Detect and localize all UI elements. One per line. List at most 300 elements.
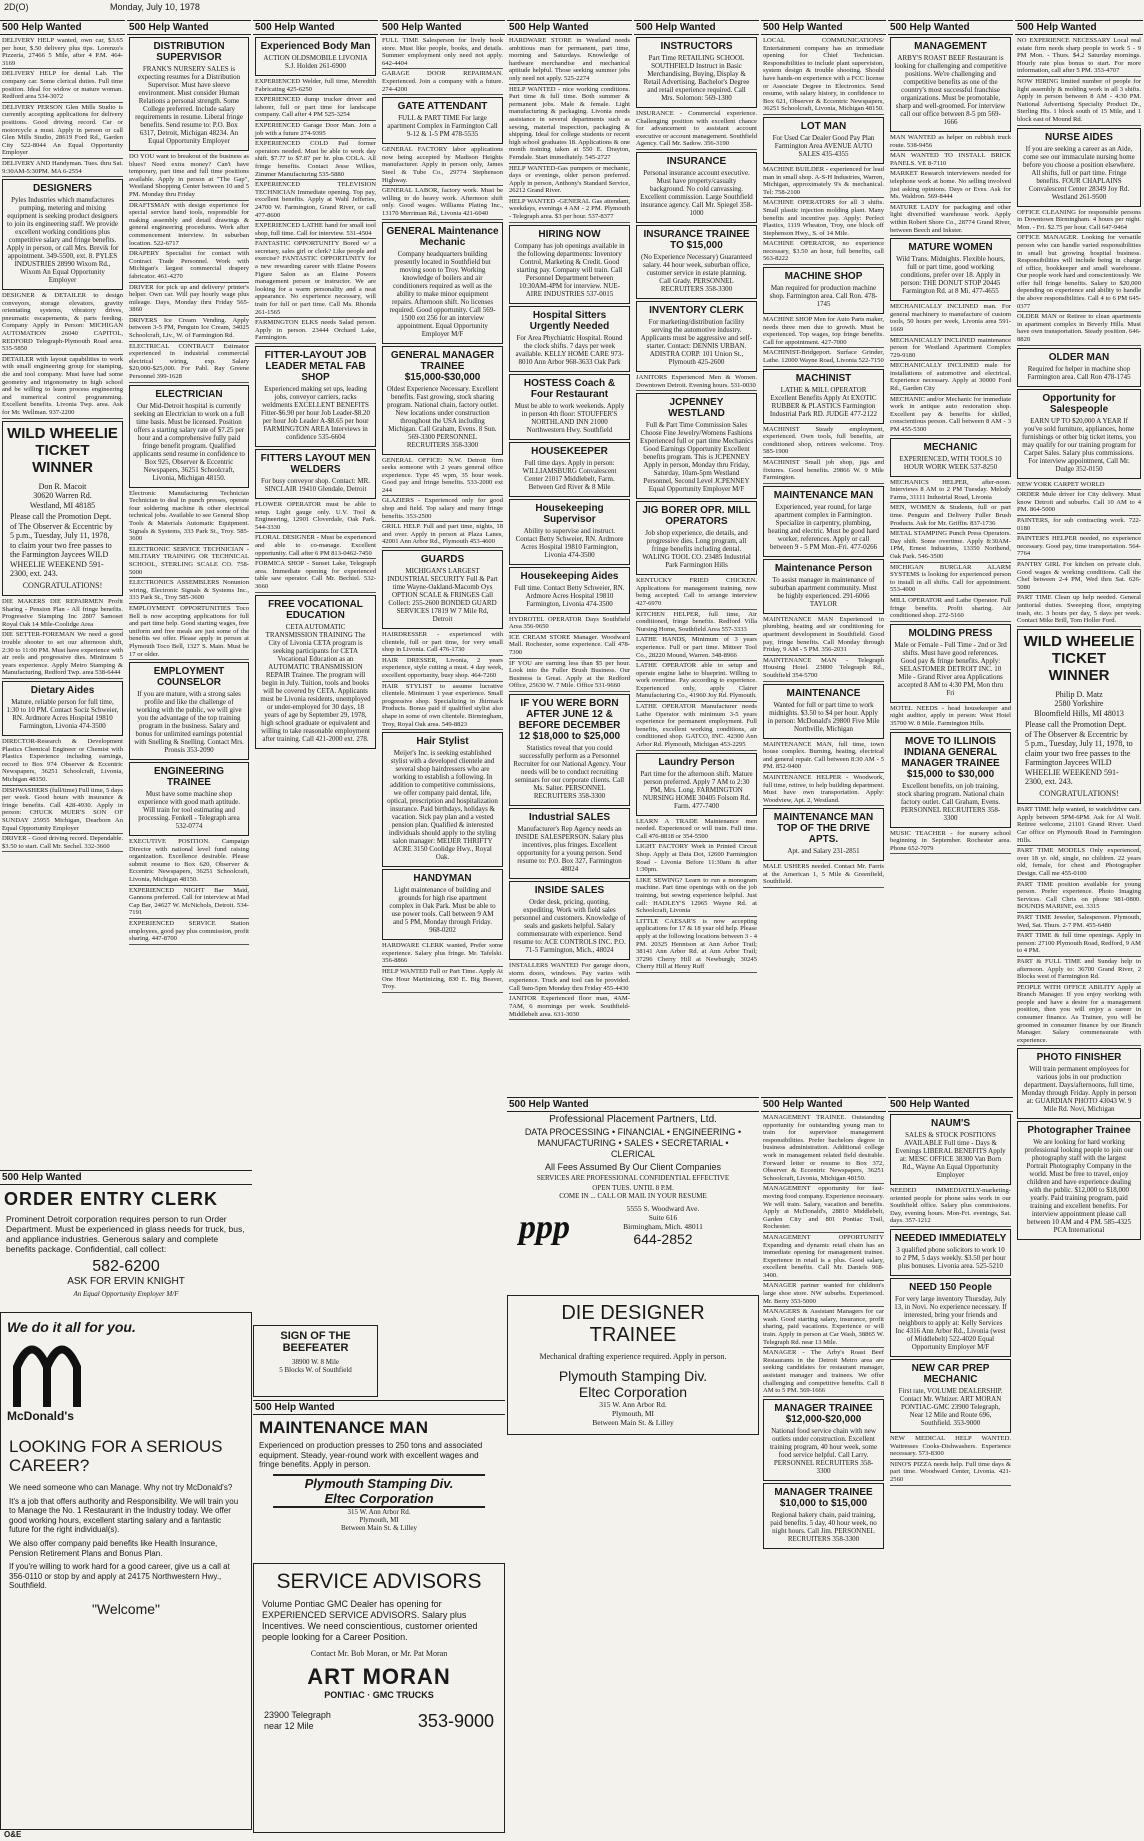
display-ad-needed-immediately <box>890 1229 1011 1276</box>
classified-listing: DRIVERS Ice Cream Vending. Apply between 3-5 PM, Penguin Ice Cream, 34025 Schoolcraft, Liv., W. of Farmington Rd. <box>129 317 249 342</box>
ad-title: Dietary Aides <box>30 685 95 697</box>
classified-listing: EXECUTIVE POSITION. Campaign Director with national level fund raising organization. Excellence desirable. Please submit resume to Box 620, Observer & Eccentric Newspapers, 36251 Schoolcraft, Livonia, Michigan 48150. <box>129 838 249 886</box>
classified-column-4 <box>380 20 505 1340</box>
classified-column-9 <box>1015 20 1143 1840</box>
ad-title: Opportunity for Salespeople <box>1042 392 1116 415</box>
display-ad-molding-press <box>890 624 1011 703</box>
display-ad-manager-trainee-10-000-to-15-000 <box>763 1483 884 1549</box>
display-ad-general-manager-trainee-15-000-30-000 <box>382 346 503 455</box>
ad-body: Company has job openings available in the following departments: Inventory Control, Marketing & Credit. Good starting pay. Company will train. Call Personnel Department between 10:30AM-4PM for interview. NUE-AIRE INDUSTRIES 537-0015 <box>514 241 625 298</box>
display-ad-employment-counselor <box>129 662 249 760</box>
display-ad-hostess-coach-four-restaurant <box>509 374 630 440</box>
classified-listing: DIE SETTER-FOREMAN We need a good trouble shooter to set our afternoon shift, 2:30 to 11:00 PM. Must have experience with air reels and progressive dies. Minimum 5 years experience. Apply Metro Stamping & Manufacturing, Redford Twp. area 538-6444 <box>2 631 123 679</box>
classified-listing: EXPERIENCED NIGHT Bar Maid, Gannons preferred. Call for interview at Mad Cap Bar, 24627 W. McNichols, Detroit. 534-7191 <box>129 887 249 919</box>
display-ad-jig-borer-opr-mill-operators <box>636 501 757 575</box>
classified-listing: MUSIC TEACHER - for nursery school beginning in September. Rochester area. Phone 652-7079 <box>890 830 1011 855</box>
section-header: 500 Help Wanted <box>507 1097 759 1112</box>
ad-body: Please call the Promotion Dept. of The Observer & Eccentric by 5 p.m., Tuesday, July 11, 1978, to claim your two free passes to the Farmington Jaycees WILD WHEELIE WEEKEND 591-2300, ext. 243. <box>1025 720 1133 787</box>
classified-listing: MANAGERS & Assistant Managers for car wash. Good starting salary, insurance, profit sharing, paid vacations. Experience or will train. Apply in person at Car Wash, 38865 W. Telegraph Rd. near 13 Mile. <box>763 1308 884 1348</box>
display-ad-machinist <box>763 369 884 424</box>
ad-body: Male or Female - Full Time - 2nd or 3rd shifts. Must have good references. Good pay & fringe benefits. Apply: SELASTOMER DETROIT INC. 10 Mile - Grand River area Applications accepted 8 AM to 4:30 PM, Mon thru Fri <box>894 640 1007 697</box>
classified-listing: MANAGEMENT OPPORTUNITY Expanding and dynamic retail chain has an immediate opening for management trainee. Experience in retail is a plus. Good salary, excellent benefits. Call Mr. Daniels 968-3400. <box>763 1234 884 1282</box>
classified-listing: EMPLOYMENT OPPORTUNITIES Toco Bell is now accepting applications for full and part time help. Good starting wages, free uniform and free meals are just some of the benefits we offer. Please apply in person at Plymouth Toco Bell, 1327 S. Main. Must be 17 or older. <box>129 605 249 660</box>
ad-paragraph-3: We also offer company paid benefits like Health Insurance, Pension Retirement Plans and Bonus Plan. <box>9 1538 218 1558</box>
classified-listing: MECHANICALLY INCLINED man. For general machinery to manufacture of custom tools, 50 hours per week, Livonia area 591-1669 <box>890 303 1011 335</box>
classified-listing: MALE USHERS needed. Contact Mr. Farris at the American 1, 5 Mile & Greenfield, Southfield. <box>763 863 884 888</box>
agency-address: 5555 S. Woodward Ave. Suite 616 Birmingham, Mich. 48011 <box>623 1204 703 1231</box>
footer-mark: O&E <box>4 1830 22 1839</box>
ad-paragraph-2: It's a job that offers authority and Responsibility. We will train you to Manage the No. 1 Restaurant in the Industry today. We offer good working hours, excellent starting salary and a fantastic future for the right individual(s). <box>9 1496 239 1535</box>
display-ad-mature-women <box>890 238 1011 301</box>
classified-listing: LIKE SEWING? Learn to run a monogram machine. Part time openings with on the job training, but sewing experience helpful. Just call: HADLEY'S 12965 Wayne Rd. at Schoolcraft, Livonia <box>636 877 757 917</box>
agency-name: Professional Placement Partners, Ltd. <box>549 1114 717 1125</box>
ad-title: NEEDED IMMEDIATELY <box>894 1232 1007 1244</box>
classified-listing: DRAFTSMAN with design experience for special service hand tools, responsible for making assembly and detail drawings & general engineering procedures. Work after commencement interview. In suburban location. 522-6717 <box>129 202 249 250</box>
display-ad-maintenance-man-top-of-the-drive-apts <box>763 808 884 861</box>
ad-title: Industrial SALES <box>528 812 611 823</box>
ad-title: INVENTORY CLERK <box>649 304 744 316</box>
ad-title: GENERAL MANAGER TRAINEE $15,000-$30,000 <box>390 349 495 383</box>
ad-title: GENERAL Maintenance Mechanic <box>386 225 499 248</box>
section-header: 500 Help Wanted <box>507 20 632 35</box>
classified-column-8 <box>888 20 1013 1115</box>
display-ad-engineering-trainee <box>129 762 249 836</box>
ad-title: INSIDE SALES <box>534 885 605 896</box>
display-ad-housekeeping-aides <box>509 567 630 614</box>
ad-body: Mature, reliable person for full time, 1:30 to 10 PM. Contact Sociz Schweier, RN. Ardmore Acres Hospital 19810 Farmington, Livonia 474-3500 <box>6 698 119 731</box>
ad-title: MATURE WOMEN <box>908 242 993 254</box>
ad-title: Photographer Trainee <box>1027 1125 1131 1137</box>
classified-listing: DISHWASHERS (full/time) Full time, 5 days per week. Good hours with insurance & fringe benefits. Call 428-4930. Apply in person: CHUCK MUER'S SON OF SUNDAY 25955 Michigan, Dearborn An Equal Opportunity Employer <box>2 787 123 835</box>
ad-title: ENGINEERING TRAINEE <box>153 766 224 789</box>
ad-title: GUARDS <box>420 554 465 566</box>
classified-listing: MACHINIST-Bridgeport. Surface Grinder, Lathe. 12000 Wayne Road, Livonia 522-7150 <box>763 349 884 366</box>
ad-title: ELECTRICIAN <box>155 388 223 400</box>
ad-body: MICHIGAN'S LARGEST INDUSTRIAL SECURITY Full & Part time Wayne-Oakland-Macomb Oys OPTION SCALE & FRINGES Call Collect: 255-2600 BONDED GUARD SERVICES 17819 W 7 Mile Rd, Detroit <box>387 567 498 624</box>
classified-listing: DESIGNER & DETAILER to design conveyors, storage elevators, gravity orientating systems, vibratory drives, pneumatic escapements, & parts feeding. Company Apply in Person: MICHIGAN AUTOMATION 26040 CAPITOL, REDFORD Telegraph-Plymouth Road area. 535-5850 <box>2 292 123 355</box>
ad-contact: Contact Mr. Bob Moran, or Mr. Pat Moran <box>310 1649 448 1658</box>
section-number: 2D(O) <box>4 2 29 12</box>
classified-listing: FULL TIME Salesperson for lively book store. Must like people, books, and details. Summer employment only need not apply. 642-4404 <box>382 37 503 69</box>
display-ad-distribution-supervisor <box>129 37 249 151</box>
ad-body: FULL & PART TIME For large apartment Complex in Farmington Call 9-12 & 1-5 PM 478-5535 <box>387 114 498 139</box>
ad-body: EARN UP TO $20,000 A YEAR If you've sold furniture, appliances, home furnishings or other big ticket items, you may qualify for our training program for Carpet Sales. Salary plus commissions. For interview appointment, Call Mr. Dudge 352-0150 <box>1021 416 1137 473</box>
ad-body: If you are mature, with a strong sales profile and like the challenge of working with the public, we will give you the advantage of the top training program in the business. Salary and bonus for unlimited earnings potential with Snelling & Snelling. Contact Mrs. Pronsis 353-2090 <box>134 690 244 755</box>
ad-body: Statistics reveal that you could successfully perform as a Personnel Recruiter for our National Agency. Your needs will be to conduct recruiting seminars for our corporate clients. Call Ms. Salter. PERSONNEL RECRUITERS 358-3300 <box>513 744 626 800</box>
ad-title: LOT MAN <box>800 120 847 132</box>
section-header: 500 Help Wanted <box>761 1097 886 1112</box>
classified-listing: EXPERIENCED Welder, full time, Meredith Fabricating 425-6250 <box>255 78 376 95</box>
ad-paragraph-1: We need someone who can Manage. Why not try McDonald's? <box>9 1483 233 1492</box>
classified-listing: ORDER Mule driver for City delivery. Must know Detroit and suburbs. Call 10 AM to 4 PM. 864-5000 <box>1017 491 1141 516</box>
ad-body: Wanted for full or part time to work midnights. $3.50 to $4 per hour. Apply in person: McDonald's 29800 Five Mile Northville, Michigan <box>767 700 880 733</box>
ad-body: Ability to supervise and instruct. Contact Betty Schweier, RN. Ardmore Acres Hospital 19810 Farmington, Livonia 474-3500 <box>515 526 624 559</box>
ad-body: Volume Pontiac GMC Dealer has opening for EXPERIENCED SERVICE ADVISORS. Salary plus Incentives. We need conscientious, customer oriented people looking for a Career Position. <box>262 1599 478 1642</box>
ad-body: Regional bakery chain, paid training, paid benefits. 5 day, 40 hour week, no night hours. Call Jim. PERSONNEL RECRUITERS 358-3300 <box>770 1510 877 1543</box>
classified-listing: MAN WANTED as helper on rubbish truck route. 538-9456 <box>890 134 1011 151</box>
congratulations: CONGRATULATIONS! <box>22 580 103 590</box>
ad-title: PHOTO FINISHER <box>1036 1052 1122 1064</box>
classified-listing: PART TIME help wanted, to watch/drive cars. Apply between 5PM-6PM. Ask for Al Wolf. Retiree welcome, 21101 Grand River. Used Car office on Plymouth Road in Farmington Hills. <box>1017 806 1141 846</box>
company-address: 315 W. Ann Arbor Rd. Plymouth, MI Between Main St. & Lilley <box>340 1507 417 1532</box>
classified-listing: HAIR STYLIST to assume lucrative clientele. Minimum 1 year experience. Small progressive shop. Specializing in Jhirmack Products. Bonus paid if qualified stylist also shape in some of own clientele. Birmingham, Troy, Royal Oak area. 549-8823 <box>382 683 503 731</box>
classified-listing: PEOPLE WITH OFFICE ABILITY Apply at Branch Manager. If you enjoy working with people and have a desire for a management position, then you will enjoy a career in consumer finance. As Trainee, you will be groomed in consumer finance by our Branch Manager. Salary commensurate with experience. <box>1017 984 1141 1047</box>
classified-listing: MECHANICS HELPER, after-noon. Interviews 8 AM to 2 PM Tuesday. Melody Farms, 31111 Industrial Road, Livonia <box>890 479 1011 504</box>
section-header: 500 Help Wanted <box>253 1400 505 1415</box>
classified-listing: INSURANCE - Commercial experience. Challenging position with excellent chance for advancement to assistant account executive or account management. Southfield Agency. Call Mr. Sadow. 356-3190 <box>636 110 757 150</box>
classified-listing: MACHINE SHOP Men for Auto Parts maker, needs three men due to growth. Must be experienced. Top wages, top fringe benefits. Call for appointment. 427-7000 <box>763 316 884 348</box>
classified-listing: MACHINE BUILDER - experienced for lead man in small shop. A-S-H Industries, Warren, Michigan, approximately 9's & mechanical. Tel: 758-2100 <box>763 166 884 198</box>
ad-body: If you are seeking a career as an Aide, come see our immaculate nursing home before you choose a position elsewhere. All shifts, full or part time. Fringe benefits. FOUR CHAPLAINS Convalescent Center 28349 Joy Rd. Westland 261-9500 <box>1023 144 1135 201</box>
service-item: MANUFACTURING <box>537 1138 616 1148</box>
display-ad-hair-stylist <box>382 732 503 867</box>
ad-body: Our Mid-Detroit hospital is currently seeking an Electrician to work on a full time basis. Must be licensed. Position offers a starting salary rate of $7.25 per hour and a comprehensive fully paid fringe benefit program. Qualified applicants send resume in confidence to Box 925, Observer & Eccentric Newspapers, 36251 Schoolcraft, Livonia, Michigan 48150. <box>133 401 245 482</box>
classified-listing: FLOWER OPERATOR must be able to setup. Light gauge only. U.V. Tool & Engineering, 12901 Cloverdale, Oak Park. 544-3330 <box>255 501 376 533</box>
order-entry-clerk-ad <box>0 1170 252 1310</box>
company-address: 315 W. Ann Arbor Rd. Plymouth, MI Between Main St. & Lilley <box>592 1399 674 1427</box>
ad-body: LATHE & MILL OPERATOR Excellent Benefits Apply At EXOTIC RUBBER & PLASTICS Farmington Industrial Park RD. JUDGE 477-2122 <box>769 385 878 418</box>
wild-wheelie-ticket-winner-ad <box>2 421 123 597</box>
company-division: Plymouth Stamping Div. <box>558 1367 708 1384</box>
classified-listing: DELIVERY HELP for dental Lab. The company car. Some clerical duties. Full time position. Ideal for widow or mature woman. Redford area 534-3072 <box>2 70 123 102</box>
brand-name: ART MORAN <box>307 1664 451 1689</box>
ad-body: For busy conveyor shop. Contact: MR. SINCLAIR 19410 Glendale, Detroit <box>260 477 371 493</box>
ad-title: FREE VOCATIONAL EDUCATION <box>268 598 363 621</box>
section-header: 500 Help Wanted <box>253 20 378 35</box>
classified-listing: NO EXPERIENCE NECESSARY Local real estate firm needs sharp people to work 5 - 9 PM Mon. - Thurs. $4.2 Saturday mornings. Hourly rate plus bonus to start. For more information, call after 5 PM. 353-4707 <box>1017 37 1141 77</box>
ad-title: MECHANIC <box>923 441 978 453</box>
ad-title: OLDER MAN <box>1048 351 1110 363</box>
display-ad-hiring-now <box>509 225 630 304</box>
section-header: 500 Help Wanted <box>761 20 886 35</box>
service-item: DATA PROCESSING <box>524 1127 610 1137</box>
ad-title: NEW CAR PREP MECHANIC <box>911 1362 990 1385</box>
ad-body: ARBY'S ROAST BEEF Restaurant is looking for challenging and competitive positions. We're challenging and competitive benefits as one of the country's most successful franchise organizations. Must be promotable, sharp and well-groomed. For interview call our office between 8-5 pm 569-1666 <box>894 54 1007 126</box>
ad-body: Order desk, pricing, quoting, expediting. Work with field sales personnel and customers. Knowledge of seals and gaskets helpful. Salary commensurate with experience. Send resume to: ACE CONTROLS INC. P.O. 71-5 Farmington, Mich., 48024 <box>513 898 626 954</box>
ad-title: SERVICE ADVISORS <box>276 1570 482 1593</box>
display-ad-laundry-person <box>636 753 757 816</box>
ad-title: MOVE TO ILLINOIS INDIANA GENERAL MANAGER TRAINEE $15,000 to $30,000 <box>901 735 1000 780</box>
classified-listing: LITTLE CAESAR'S is now accepting applications for 17 & 18 year old help. Please apply at the following locations between 3 - 4 PM. 20325 Hennison at Ann Arbor Trail; 38141 Ann Arbor Rd. at Ann Arbor Trail; 37296 Cherry Hill at Newburgh; 30245 Cherry Hill at Henry Ruff <box>636 918 757 973</box>
service-item: SALES <box>624 1138 654 1148</box>
display-ad-inventory-clerk <box>636 301 757 372</box>
display-ad-nurse-aides <box>1017 128 1141 207</box>
professional-placement-ad <box>507 1097 759 1292</box>
ad-body: Man required for production machine shop. Farmington area. Call Ron. 478-1745 <box>769 284 878 309</box>
ad-title: WILD WHEELIE TICKET WINNER <box>1023 632 1135 684</box>
bullet-icon: • <box>722 1138 729 1148</box>
classified-listing: IF YOU are earning less than $5 per hour. Look into the Fuller Brush Business. Our Business is Great. Apply at the Redford Office, 25630 W. 7 Mile. Office 531-9660 <box>509 660 630 692</box>
classified-listing: HELP WANTED Full or Part Time. Apply At One Hour Martinizing, 830 E. Big Beaver, Troy. <box>382 968 503 993</box>
fees-note: All Fees Assumed By Our Client Companies <box>544 1162 722 1172</box>
ad-body: We are looking for hard working professional looking people to join our photography staff with the largest Portrait Photography Company in the world. Must be free to travel, enjoy children and have experience dealing with the public. $12,000 to $18,000 yearly. Paid training program, paid training and excellent benefits. For interview appointment please call between 10 AM and 4 PM. 585-4325 PCA International <box>1024 1138 1134 1235</box>
display-ad-machine-shop <box>763 267 884 314</box>
ad-body: Mechanical drafting experience required. Apply in person. <box>539 1352 727 1361</box>
classified-listing: GENERAL OFFICE: N.W. Detroit firm seeks someone with 2 years general office experience. Type 45 wpm, 35 hour week. Good pay and fringe benefits. 533-2000 ext 244 <box>382 457 503 497</box>
classified-listing: HYDROTEL OPERATOR Days Southfield Area 356-9650 <box>509 616 630 633</box>
display-ad-housekeeper <box>509 442 630 497</box>
ad-body: First rate, VOLUME DEALERSHIP. Contact Mr. Whtizer. ART MORAN PONTIAC-GMC 23900 Telegraph, Near 12 Mile and Route 696, Southfield. 353-9000 <box>898 1386 1003 1427</box>
section-header: 500 Help Wanted <box>127 20 251 35</box>
classified-listing: OFFICE MANAGER. Looking for versatile person who can handle varied responsibilities in small but growing hospital business. Responsibilities will include being in charge of office, bookkeeper and small warehouse. Our people work hard and conscientiously. We offer full fringe benefits. Salary to $20,000 depending on experience and ability to handle the above responsibilities. Call 4 to 6 PM 645-0377 <box>1017 234 1141 312</box>
ad-title: Housekeeping Aides <box>520 570 619 582</box>
classified-listing: MECHANIC and/or Mechanic for immediate work in antique auto restoration shop. Excellent pay & benefits for skilled, conscientious person. Call between 8 AM - 3 PM 455-5300 <box>890 396 1011 436</box>
service-item: FINANCIAL <box>617 1127 665 1137</box>
ad-title: FITTER-LAYOUT JOB LEADER METAL FAB SHOP <box>264 350 367 383</box>
golden-arches-logo <box>7 1337 127 1407</box>
section-header: 500 Help Wanted <box>888 20 1013 35</box>
classified-listing: EXPERIENCED TELEVISION TECHNICIAN Immediate opening. Top pay, excellent benefits. Apply at Wahl Jefferies, 24700 W. Farmington, Grand River, or call 477-8600 <box>255 181 376 221</box>
hours-note: OPEN TUES. UNTIL 8 P.M. <box>592 1184 674 1192</box>
ad-title: DESIGNERS <box>33 183 92 195</box>
classified-listing: MARKET Research interviewers needed for telephone work at home. No selling involved just asking opinions. Days or Eves. Ask for Ms. Waldron. 569-8444 <box>890 170 1011 202</box>
classified-listing: PART TIME position available for young person. Prefer experience. Photo Imaging Services. Call Chris on phone 981-0800. BOUNDS MARINE, ext. 3315 <box>1017 881 1141 913</box>
ad-title: HOUSEKEEPER <box>531 445 608 457</box>
ad-body: Full time days. Apply in person: WILLIAMSBURG Convalescent Center 21017 Middlebelt, Farm. Between Grd River & 8 Mile <box>522 458 617 491</box>
classified-listing: Electronic Manufacturing Technician Technician to deal in punch presses, operate four soldering machine & other electrical technical jobs. Available to see General Shop Tools & Materials Automatic Equipment. Signals & Systems, 333 Park St., Troy. 585-3600 <box>129 490 249 545</box>
ad-body: Will train permanent employees for various jobs in our production department. Days/afternoons, full time, Monday through Friday. Apply in person at: GUARDIAN PHOTO 43043 W. 9 Mile Rd. Novi, Michigan <box>1021 1065 1137 1114</box>
classified-listing: LATHE OPERATOR able to setup and operate engine lathe to blueprint. Willing to work overtime. Pay according to experience. Experienced only, apply Clairer Manufacturing Co., 41960 Joy Rd. Plymouth. <box>636 662 757 702</box>
bullet-icon: • <box>735 1127 742 1137</box>
classified-listing: GENERAL LABOR, factory work. Must be willing to do heavy work. Afternoon shift only. Good wages. Williams Plating Inc., 13170 Merriman Rd., Livonia 421-6040 <box>382 187 503 219</box>
display-ad-fitter-layout-job-leader-metal-fab-shop <box>255 346 376 447</box>
display-ad-management <box>890 37 1011 132</box>
classified-listing: EXPERIENCED LATHE hand for small tool shop, full time. Call for interview. 531-4504 <box>255 222 376 239</box>
display-ad-free-vocational-education <box>255 595 376 749</box>
classified-listing: GENERAL FACTORY labor applications now being accepted by Madison Heights manufacturer. Apply in person only, James Steel & Tube Co., 29774 Stephenson Highway. <box>382 146 503 186</box>
classified-listing: MOTEL NEEDS - head housekeeper and night auditor, apply in person: West Hotel 35700 W. 8 Mile. Farmington Hills. <box>890 705 1011 730</box>
ad-body: Manufacturer's Rep Agency needs an INSIDE SALESPERSON. Salary plus incentives, plus fringes. Excellent opportunity for a young person. Send resume to: P.O. Box 327, Farmington 48024 <box>515 825 624 873</box>
confidential-note: SERVICES ARE PROFESSIONAL CONFIDENTIAL EFFECTIVE <box>536 1174 730 1182</box>
company-name: Eltec Corporation <box>578 1383 688 1400</box>
classified-listing: MACHINE OPERATOR, no experience necessary, $3.50 an hour, full benefits, call 563-8222 <box>763 240 884 265</box>
section-header: 500 Help Wanted <box>1015 20 1143 35</box>
bullet-icon: • <box>664 1127 673 1137</box>
ad-body: Personal insurance account executive. Must have property/casualty background. No cold canvassing. Excellent commission. Large Southfield insurance agency. Call Mr. Spiegel 358-1000 <box>640 168 753 217</box>
classified-listing: FARMINGTON ELKS needs Salad person. Apply in person. 23444 Orchard Lake, Farmington. <box>255 319 376 344</box>
company-logo <box>273 1474 485 1508</box>
classified-listing: NEW MEDICAL HELP WANTED. Waitresses Cooks-Dishwashers. Experience necessary. 573-8300 <box>890 1435 1011 1460</box>
congratulations: CONGRATULATIONS! <box>1039 788 1119 798</box>
ad-body: Meijer's Inc. is seeking established stylist with a developed clientele and several shop hairdressers who are working to establish a following. In addition to competitive commissions, we offer company paid dental, life, optical, prescription and hospitalization insurance. Paid birthdays, holidays & vacation. Sick pay plan and a vested pension plan. Qualified & interested individuals should apply to the styling salon manager: MEIJER THRIFTY ACRE 3150 Coolidge Hwy., Royal Oak. <box>387 749 498 862</box>
ad-title: GATE ATTENDANT <box>397 101 488 113</box>
ad-title: MANAGER TRAINEE $12,000-$20,000 <box>774 1402 873 1425</box>
display-ad-insurance-trainee-to-15-000 <box>636 225 757 299</box>
ad-body: Full time. Contact Betty Schweier, RN. Ardmore Acres Hospital 19810 Farmington, Livonia 474-3500 <box>514 583 625 608</box>
classified-listing: DELIVERY PERSON Glen Mills Studio is currently accepting applications for delivery positions. Good driving record. Car or motorcycle a must. Apply in person or call Glen Mills Studio, 28619 Ford Rd., Garden City 522-8044 An Equal Opportunity Employer <box>2 104 123 159</box>
display-ad-instructors <box>636 37 757 108</box>
classified-listing: DRIVER - Good driving record. Dependable. $3.50 to start. Call Mr. Sechel. 332-3660 <box>2 835 123 852</box>
service-advisors-ad <box>253 1563 505 1833</box>
ad-body: For very large inventory Thursday, July 13, in Novi. No experience necessary. If interested, bring your friends and neighbors to apply at: Kelly Services Inc 4316 Ann Arbor Rd., Livonia (west of Middlebelt) 522-4020 Equal Opportunity Employer M/F <box>894 1294 1007 1351</box>
ad-body: Please call the Promotion Dept. of The Observer & Eccentric by 5 p.m., Tuesday, July 11, 1978, to claim your two free passes to the Farmington Jaycees WILD WHEELIE WEEKEND 591-2300, ext. 243. <box>10 512 113 579</box>
display-ad-handyman <box>382 869 503 940</box>
ad-title: MANAGER TRAINEE $10,000 to $15,000 <box>774 1486 873 1509</box>
classified-listing: HELP WANTED -GENERAL Gas attendant, weekdays, evenings 4 AM - 2 PM. Plymouth - Telegraph area. $3 per hour. 537-8377 <box>509 198 630 223</box>
classified-listing: NEW YORK CARPET WORLD <box>1017 481 1141 491</box>
ad-body: (No Experience Necessary) Guaranteed salary. 44 hour week, suburban office, customer service in estate planning. Call Grady. PERSONNEL RECRUITERS 358-3300 <box>641 252 752 293</box>
bullet-icon: • <box>615 1138 625 1148</box>
ad-title: MAINTENANCE MAN TOP OF THE DRIVE APTS. <box>773 812 874 846</box>
classified-column-3 <box>253 20 378 1340</box>
display-ad-inside-sales <box>509 881 630 960</box>
ad-body: Experienced on production presses to 250 tons and associated equipment. Steady, year-round work with excellent wages and fringe benefits. Apply in person. <box>259 1441 483 1469</box>
classified-listing: HAIR DRESSER, Livonia, 2 years experience, style cutting a must. 4 day week, excellent opportunity, busy shop. 464-7260 <box>382 657 503 682</box>
display-ad-insurance <box>636 152 757 223</box>
ad-body: Part time for the afternoon shift. Mature person preferred. Apply 7 AM to 2:30 PM, Mrs. Long. FARMINGTON NURSING HOME 30405 Folsom Rd. Farm. 477-7400 <box>640 769 753 810</box>
ad-title: Housekeeping Supervisor <box>535 502 604 525</box>
wild-wheelie-ticket-winner-ad <box>1017 629 1141 805</box>
classified-listing: NOW HIRING limited number of people for light assembly & molding work in all 3 shifts. Apply in person between 8 AM - 4:30 PM. National Advertising Specialty Product Dr., Sterling Hts. 1 block south of 15 Mile, and 1 block east of Mound Rd. <box>1017 78 1141 126</box>
classified-listing: LATHE OPERATOR Manufacturer needs Lathe Operator with minimum 3-5 years experience for permanent employment. Full benefits, excellent working conditions, air conditioned shop. GATCO, INC. 42300 Ann Arbor Rd. Plymouth, Michigan 453-2295 <box>636 703 757 751</box>
classified-listing: MANAGER partner wanted for children's large shoe store. NW suburbs. Experienced. Mr. Berry 353-5000 <box>763 1282 884 1307</box>
bullet-icon: • <box>609 1127 618 1137</box>
ad-body: Oldest Experience Necessary. Excellent benefits. Fast growing, stock sharing program. National chain, factory outlet. New locations under construction throughout the USA including Michigan. Call Graham, Evens. 8 Sun. 569-3300 PERSONNEL RECRUITERS 358-3300 <box>386 384 499 449</box>
come-in-note: COME IN ... CALL OR MAIL IN YOUR RESUME <box>559 1192 707 1200</box>
display-ad-naum-s <box>890 1114 1011 1185</box>
classified-listing: FANTASTIC OPPORTUNITY Bored w/ a secretary, sales girl or clerk? Like people and exercise? FANTASTIC OPPORTUNITY for a new rewarding career with Elaine Powers Figure Salon as an Elaine Powers management person or instructor. We are looking for a warm personality and a neat appearance. No experience necessary, will train for full or part time. Call Ms. Rhonda 261-1565 <box>255 240 376 318</box>
classified-listing: MILL OPERATOR and Lathe Operator. Full fringe benefits. Profit sharing. Air conditioned shop. 272-5160 <box>890 597 1011 622</box>
classified-listing: JANITORS Experienced Men & Women. Downtown Detroit. Evening hours. 531-0030 <box>636 374 757 391</box>
masthead <box>0 0 1144 14</box>
ad-title: WILD WHEELIE TICKET WINNER <box>7 424 118 476</box>
ad-address: 38900 W. 8 Mile 5 Blocks W. of Southfield <box>279 1358 352 1374</box>
display-ad-lot-man <box>763 117 884 164</box>
service-list <box>517 1127 749 1160</box>
display-ad-if-you-were-born-after-june-12-before-de <box>509 694 630 806</box>
ad-title: Hospital Sitters Urgently Needed <box>529 309 610 332</box>
classified-listing: PART TIME Jeweler, Salesperson. Plymouth, Wed, Sat. Thurs. 2-7 PM. 455-6480 <box>1017 914 1141 931</box>
ad-body: Wild Trans. Midnights. Flexible hours, full or part time, good working conditions, prefer over 18. Apply in person: THE DONUT STOP 20445 Farmington Rd. at 8 Mi. 477-4655 <box>896 255 1005 296</box>
classified-listing: ICE CREAM STORE Manager. Woodward Mall. Rochester, some experience. Call 478-7390 <box>509 634 630 659</box>
display-ad-designers <box>2 179 123 290</box>
classified-column-8-lower <box>888 1097 1013 1832</box>
classified-listing: LIGHT FACTORY Work in Printed Circuit Shop. Apply at Data Dot, 12600 Farmington Road - Livonia Before 11:30am & after 1:30pm. <box>636 843 757 875</box>
classified-listing: FLORAL DESIGNER - Must be experienced and able to co-manage. Excellent opportunity. Call after 6 PM 813-0462-7450 <box>255 534 376 559</box>
classified-listing: PAINTER'S HELPER needed, no experience necessary. Good pay, time transportation. 564-7764 <box>1017 535 1141 560</box>
service-item: CLERICAL <box>610 1149 655 1159</box>
classified-listing: EXPERIENCED SERVICE Station employees, good pay plus commission, profit sharing. 447-8700 <box>129 920 249 945</box>
company-name: Eltec Corporation <box>324 1490 434 1506</box>
die-designer-ad <box>507 1295 759 1435</box>
classified-listing: EXPERIENCED dump trucker driver and laborer, full or part time for landscape company. Call after 4 PM 525-3254 <box>255 96 376 121</box>
ad-title: Maintenance Person <box>774 562 873 574</box>
classified-column-7-lower <box>761 1097 886 1832</box>
beefeater-ad <box>253 1325 378 1397</box>
classified-listing: GRILL HELP. Full and part time, nights, 18 and over. Apply in person at Plaza Lanes, 42001 Ann Arbor Rd., Plymouth 453-4600 <box>382 523 503 548</box>
mcdonalds-ad <box>0 1312 252 1830</box>
ad-body: For Area Phychiatric Hospital. Round the clock shifts. 7 days per week available. KELLY HOME CARE 973-8010 Ann Arbor 968-3633 Oak Park <box>515 333 624 366</box>
ad-body: Pyles Industries which manufactures pumping, metering and mixing equipment is seeking product designers to join its engineering staff. We provide excellent working conditions plus competitive salary and fringe benefits. Apply in person, or call Mrs. Brevik for appointment. 349-5500, ext. 8. PYLES INDUSTRIES 28990 Wixom Rd., Wixom An Equal Opportunity Employer <box>6 196 119 285</box>
display-ad-older-man <box>1017 348 1141 387</box>
ad-contact: ASK FOR ERVIN KNIGHT <box>67 1276 185 1287</box>
classified-listing: DO YOU want to breakout of the business as blues? Need extra money? Can't have temporary, part time and full time positions available. Apply in person at "The Gap", Westland Shopping Center between 10 and 5 PM. Monday thru Friday <box>129 153 249 201</box>
classified-listing: EXPERIENCED COLD Pad former operators needed. Must be able to work day shift. $7.77 to $7.87 per hr. plus COLA. All fringe benefits. Contact Jesse Wilkes, Zimmer Manufacturing 535-5880 <box>255 140 376 180</box>
display-ad-gate-attendant <box>382 97 503 144</box>
display-ad-experienced-body-man <box>255 37 376 76</box>
ad-body: CETA AUTOMATIC TRANSMISSION TRAINING The City of Livonia CETA program is seeking participants for CETA Vocational Education as an AUTOMATIC TRANSMISSION REPAIR Trainee. The program will begin in July. Tuition, tools and books will be covered by CETA. Applicants must be Livonia residents, unemployed or under-employed for 30 days, 18 years of age by September 29, 1978, high school graduate or equivalent and willing to take reasonable employment after training. Call 421-2000 ext. 278. <box>260 622 371 743</box>
display-ad-electrician <box>129 385 249 488</box>
classified-listing: MACHINIST Small job shop, jigs and fixtures. Good benefits. 29866 W. 9 Mile Farmington. <box>763 459 884 484</box>
classified-listing: LOCAL COMMUNICATIONS/ Entertainment company has an immediate opening for Chief Technician. Responsibilities to include plant supervision, system design & trouble shooting. Should have hands-on experience with a FCC license or Associate Degree in Electronics. Send resume, with salary history, in confidence to Box 621, Observer & Eccentric Newspapers, 36251 Schoolcraft, Livonia, Michigan 48150. <box>763 37 884 115</box>
maintenance-man-ad <box>253 1400 505 1560</box>
classified-listing: DIE MAKERS DIE REPAIRMEN Profit Sharing - Pension Plan - All fringe benefits. Progressive Stamping Inc 2807 Samoset Royal Oak 14 Mile-Coolidge Area <box>2 598 123 630</box>
ad-title: HIRING NOW <box>538 228 601 240</box>
ad-title: Laundry Person <box>658 756 735 768</box>
ad-title: MAINTENANCE MAN <box>259 1418 429 1437</box>
classified-listing: MAINTENANCE MAN - Telegraph Housing Hotel. 23800 Telegraph Rd., Southfield 354-5700 <box>763 657 884 682</box>
classified-listing: PANTRY GIRL For kitchen on private club. Good wages & working conditions. Call the Chef between 2-4 PM, Wed thru Sat. 626-5080 <box>1017 561 1141 593</box>
classified-listing: HARDWARE CLERK wanted, Prefer some experience. Salary plus fringe. Mr. Tafelski. 356-8866 <box>382 942 503 967</box>
classified-listing: PART & FULL TIME and Sunday help in afternoon. Apply to: 36700 Grand River, 2 Blocks west of Farmington Rd. <box>1017 958 1141 983</box>
ad-paragraph-4: If you're willing to work hard for a good career, give us a call at 356-0110 or stop by and apply at 24175 Northwestern Hwy., Southfield. <box>9 1562 230 1591</box>
display-ad-maintenance-man <box>763 486 884 557</box>
section-header: 500 Help Wanted <box>0 1170 252 1185</box>
ad-title: SIGN OF THE BEEFEATER <box>280 1330 351 1354</box>
classified-listing: HELP WANTED - nice working conditions. Part time & full time. Both summer & permanent jobs. Male & female. Light manufacturing & packaging. Livonia needs assistance in several departments such as sewing, material inspection, packaging & shipping. Ideal for college students or recent high school graduates 18. Applications & one month training taken at 550 E. Drayton, Ferndale. Start immediately. 545-2727 <box>509 86 630 164</box>
classified-listing: METAL STAMPING Punch Press Operators. Day shift. Some overtime. Apply 8:30AM-1PM, Ernest Industries, 13350 Northend, Oak Park. 546-3500 <box>890 530 1011 562</box>
ad-title: INSURANCE TRAINEE TO $15,000 <box>643 228 750 251</box>
display-ad-fitters-layout-men-welders <box>255 449 376 499</box>
classified-column-2 <box>127 20 251 1168</box>
ad-title: Hair Stylist <box>416 736 469 748</box>
classified-column-6 <box>634 20 759 1115</box>
ad-title: HOSTESS Coach & Four Restaurant <box>523 377 616 400</box>
classified-column-1 <box>0 20 125 1168</box>
classified-listing: DELIVERY HELP wanted, own car, $3.65 per hour, $.50 delivery plus tips. Lorenzo's Pizzeria, 27466 5 Mile, after 4 P.M. 464-3169 <box>2 37 123 69</box>
classified-listing: DETAILER with layout capabilities to work with small engineering group for stamping, die and tool company. Must have had some geometry and trigonometry in high school and be willing to learn process engineering and numerical control programming. Excellent benefits. Livonia Twp. area. Ask for Mr. Wellman. 937-2200 <box>2 356 123 419</box>
classified-listing: HAIRDRESSER - experienced with clientele, full or part time, for very small shop in Livonia. Call 476-1730 <box>382 631 503 656</box>
ad-body: For Used Car Dealer Good Pay Plan Farmington Area AVENUE AUTO SALES 435-4355 <box>772 133 875 158</box>
display-ad-industrial-sales <box>509 808 630 879</box>
classified-listing: GARAGE DOOR REPAIRMAN. Experienced. Join a company with a future. 274-4200 <box>382 70 503 95</box>
classified-listing: OFFICE CLEANING for responsible persons in Downtown Birmingham. 4 hours per night. Mon. - Fri. $2.75 per hour. Call 647-9464 <box>1017 209 1141 234</box>
classified-listing: MATURE LADY for packaging and other light diversified warehouse work. Apply within Robert Shore Co., 28774 Grand River, between Beech and Inkster. <box>890 204 1011 236</box>
ad-body: Required for helper in machine shop Farmington area. Call Ron 478-1745 <box>1027 364 1131 381</box>
classified-listing: HARDWARE STORE in Westland needs ambitious man for permanent, part time, morning and Saturdays. Knowledge of hardware merchandise and mechanical aptitude helpful. Those seeking summer jobs only need not apply. 525-2274 <box>509 37 630 85</box>
dealer-phone: 353-9000 <box>417 1710 494 1731</box>
section-header: 500 Help Wanted <box>888 1097 1013 1112</box>
classified-listing: MICHIGAN BURGLAR ALARM SYSTEMS is looking for experienced person to install in all shifts. Call for appointment. 553-4000 <box>890 564 1011 596</box>
page-date: Monday, July 10, 1978 <box>110 2 200 12</box>
ad-slogan: We do it all for you. <box>7 1319 136 1335</box>
classified-listing: MECHANICALLY INCLINED maintenance person for Westland Apartment Complex 729-9180 <box>890 337 1011 362</box>
brand-subtitle: PONTIAC · GMC TRUCKS <box>324 1690 434 1700</box>
classified-listing: MAINTENANCE MAN, full time, town house complex. Burning, heating, electrical and general repair. Call between 8:30 AM - 5 PM. 852-9400 <box>763 741 884 773</box>
ad-title: JCPENNEY WESTLAND <box>668 397 725 420</box>
classified-listing: ELECTRONICS ASSEMBLERS Nonunion wiring, Electronic Signals & Systems Inc., 333 Park St., Troy 585-3600 <box>129 579 249 604</box>
ad-title: EMPLOYMENT COUNSELOR <box>153 666 225 689</box>
classified-listing: MECHANICALLY INCLINED male for installations of automotive and electrical. Experience necessary. Apply at 30000 Ford Rd., Garden City <box>890 362 1011 394</box>
company-division: Plymouth Stamping Div. <box>304 1475 454 1491</box>
display-ad-mechanic <box>890 438 1011 477</box>
display-ad-need-150-people <box>890 1278 1011 1357</box>
classified-listing: MACHINE OPERATORS for all 3 shifts. Small plastic injection molding plant. Many benefits and incentive pay. Apply: Perfect Plastics, 1119 Wheaton, Troy, one block off Stephenson Hwy., S. of 14 Mile. <box>763 199 884 239</box>
classified-listing: EXPERIENCED Garage Door Man. Join a job with a future 274-9395 <box>255 122 376 139</box>
ad-body: National food service chain with new outlets under construction. Excellent training program, 40 hour week, some food service helpful. Call Larry. PERSONNEL RECRUITERS 358-3300 <box>769 1426 878 1475</box>
classified-listing: KITCHEN HELPER, full time, Air conditioned, fringe benefits. Redford Villa Nursing Home, Southfield Area 557-3333 <box>636 611 757 636</box>
classified-listing: PART TIME Clean up help needed. General janitorial duties. Sweeping floor, emptying trash, etc. 3 hours per day, 5 days per week. Contact Mike Brill, Tom Holler Ford. <box>1017 594 1141 626</box>
classified-listing: MEN, WOMEN & Students, full or part time. Penguin and Delivery Fuller Brush Products. Ask for Mr. Griffin. 837-1736 <box>890 504 1011 529</box>
ad-title: MANAGEMENT <box>914 41 987 52</box>
ad-title: IF YOU WERE BORN AFTER JUNE 12 & BEFORE DECEMBER 12 $18,000 to $25,000 <box>518 698 621 742</box>
display-ad-opportunity-for-salespeople <box>1017 389 1141 479</box>
ad-body: Must have some machine shop experience with good math aptitude. Will train for tool estimating and processing. Fenkell - Telegraph area 532-0774 <box>137 790 241 831</box>
bullet-icon: • <box>653 1138 662 1148</box>
classified-listing: PART TIME MODELS Only experienced, over 18 yr. old, single, no children. 22 years old, female, for chest and Photographer Design. Call me 455-0100 <box>1017 847 1141 879</box>
classified-listing: NEEDED IMMEDIATELY-marketing-oriented people for phone sales work in our Southfield office. Salary plus commissions. Day, evening hours. Mon-Fri. evenings, Sat. days. 357-1212 <box>890 1187 1011 1227</box>
classified-listing: ELECTRICAL CONTRACT Estimator experienced in industrial commercial electrical wiring, exp. Salary $20,000-$25,000. For Pabl. Ray Greene Personnel 399-1628 <box>129 343 249 383</box>
